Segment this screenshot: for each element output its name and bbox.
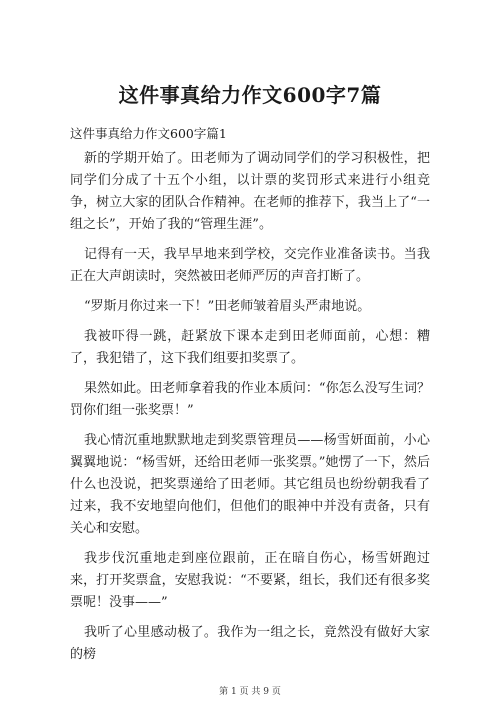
article-subtitle: 这件事真给力作文600字篇1 xyxy=(70,126,227,141)
article-body xyxy=(70,148,430,674)
paragraph: 我被吓得一跳，赶紧放下课本走到田老师面前，心想：糟了，我犯错了，这下我们组要扣奖票了。 xyxy=(70,329,430,366)
paragraph: 记得有一天，我早早地来到学校，交完作业准备读书。当我正在大声朗读时，突然被田老师严厉的声音打断了。 xyxy=(70,247,430,284)
paragraph: 果然如此。田老师拿着我的作业本质问：“你怎么没写生词？罚你们组一张奖票！” xyxy=(70,381,430,418)
page-number: 第 1 页 共 9 页 xyxy=(219,687,281,697)
paragraph: 我步伐沉重地走到座位跟前，正在暗自伤心，杨雪妍跑过来，打开奖票盒，安慰我说：“不要紧，组长，我们还有很多奖票呢！没事——” xyxy=(70,551,430,610)
paragraph: “罗斯月你过来一下！”田老师皱着眉头严肃地说。 xyxy=(84,299,371,314)
paragraph: 我心情沉重地默默地走到奖票管理员——杨雪妍面前，小心翼翼地说：“杨雪妍，还给田老师一张奖票。”她愣了一下，然后什么也没说，把奖票递给了田老师。其它组员也纷纷朝我看了过来，我不安地望向他们，但他们的眼神中并没有责备，只有关心和安慰。 xyxy=(70,433,430,536)
paragraph: 我听了心里感动极了。我作为一组之长，竟然没有做好大家的榜 xyxy=(70,625,430,662)
document-title: 这件事真给力作文600字7篇 xyxy=(118,83,382,107)
paragraph: 新的学期开始了。田老师为了调动同学们的学习积极性，把同学们分成了十五个小组，以计票的奖罚形式来进行小组竞争，树立大家的团队合作精神。在老师的推荐下，我当上了“一组之长”，开始了我的“管理生涯”。 xyxy=(70,151,430,232)
